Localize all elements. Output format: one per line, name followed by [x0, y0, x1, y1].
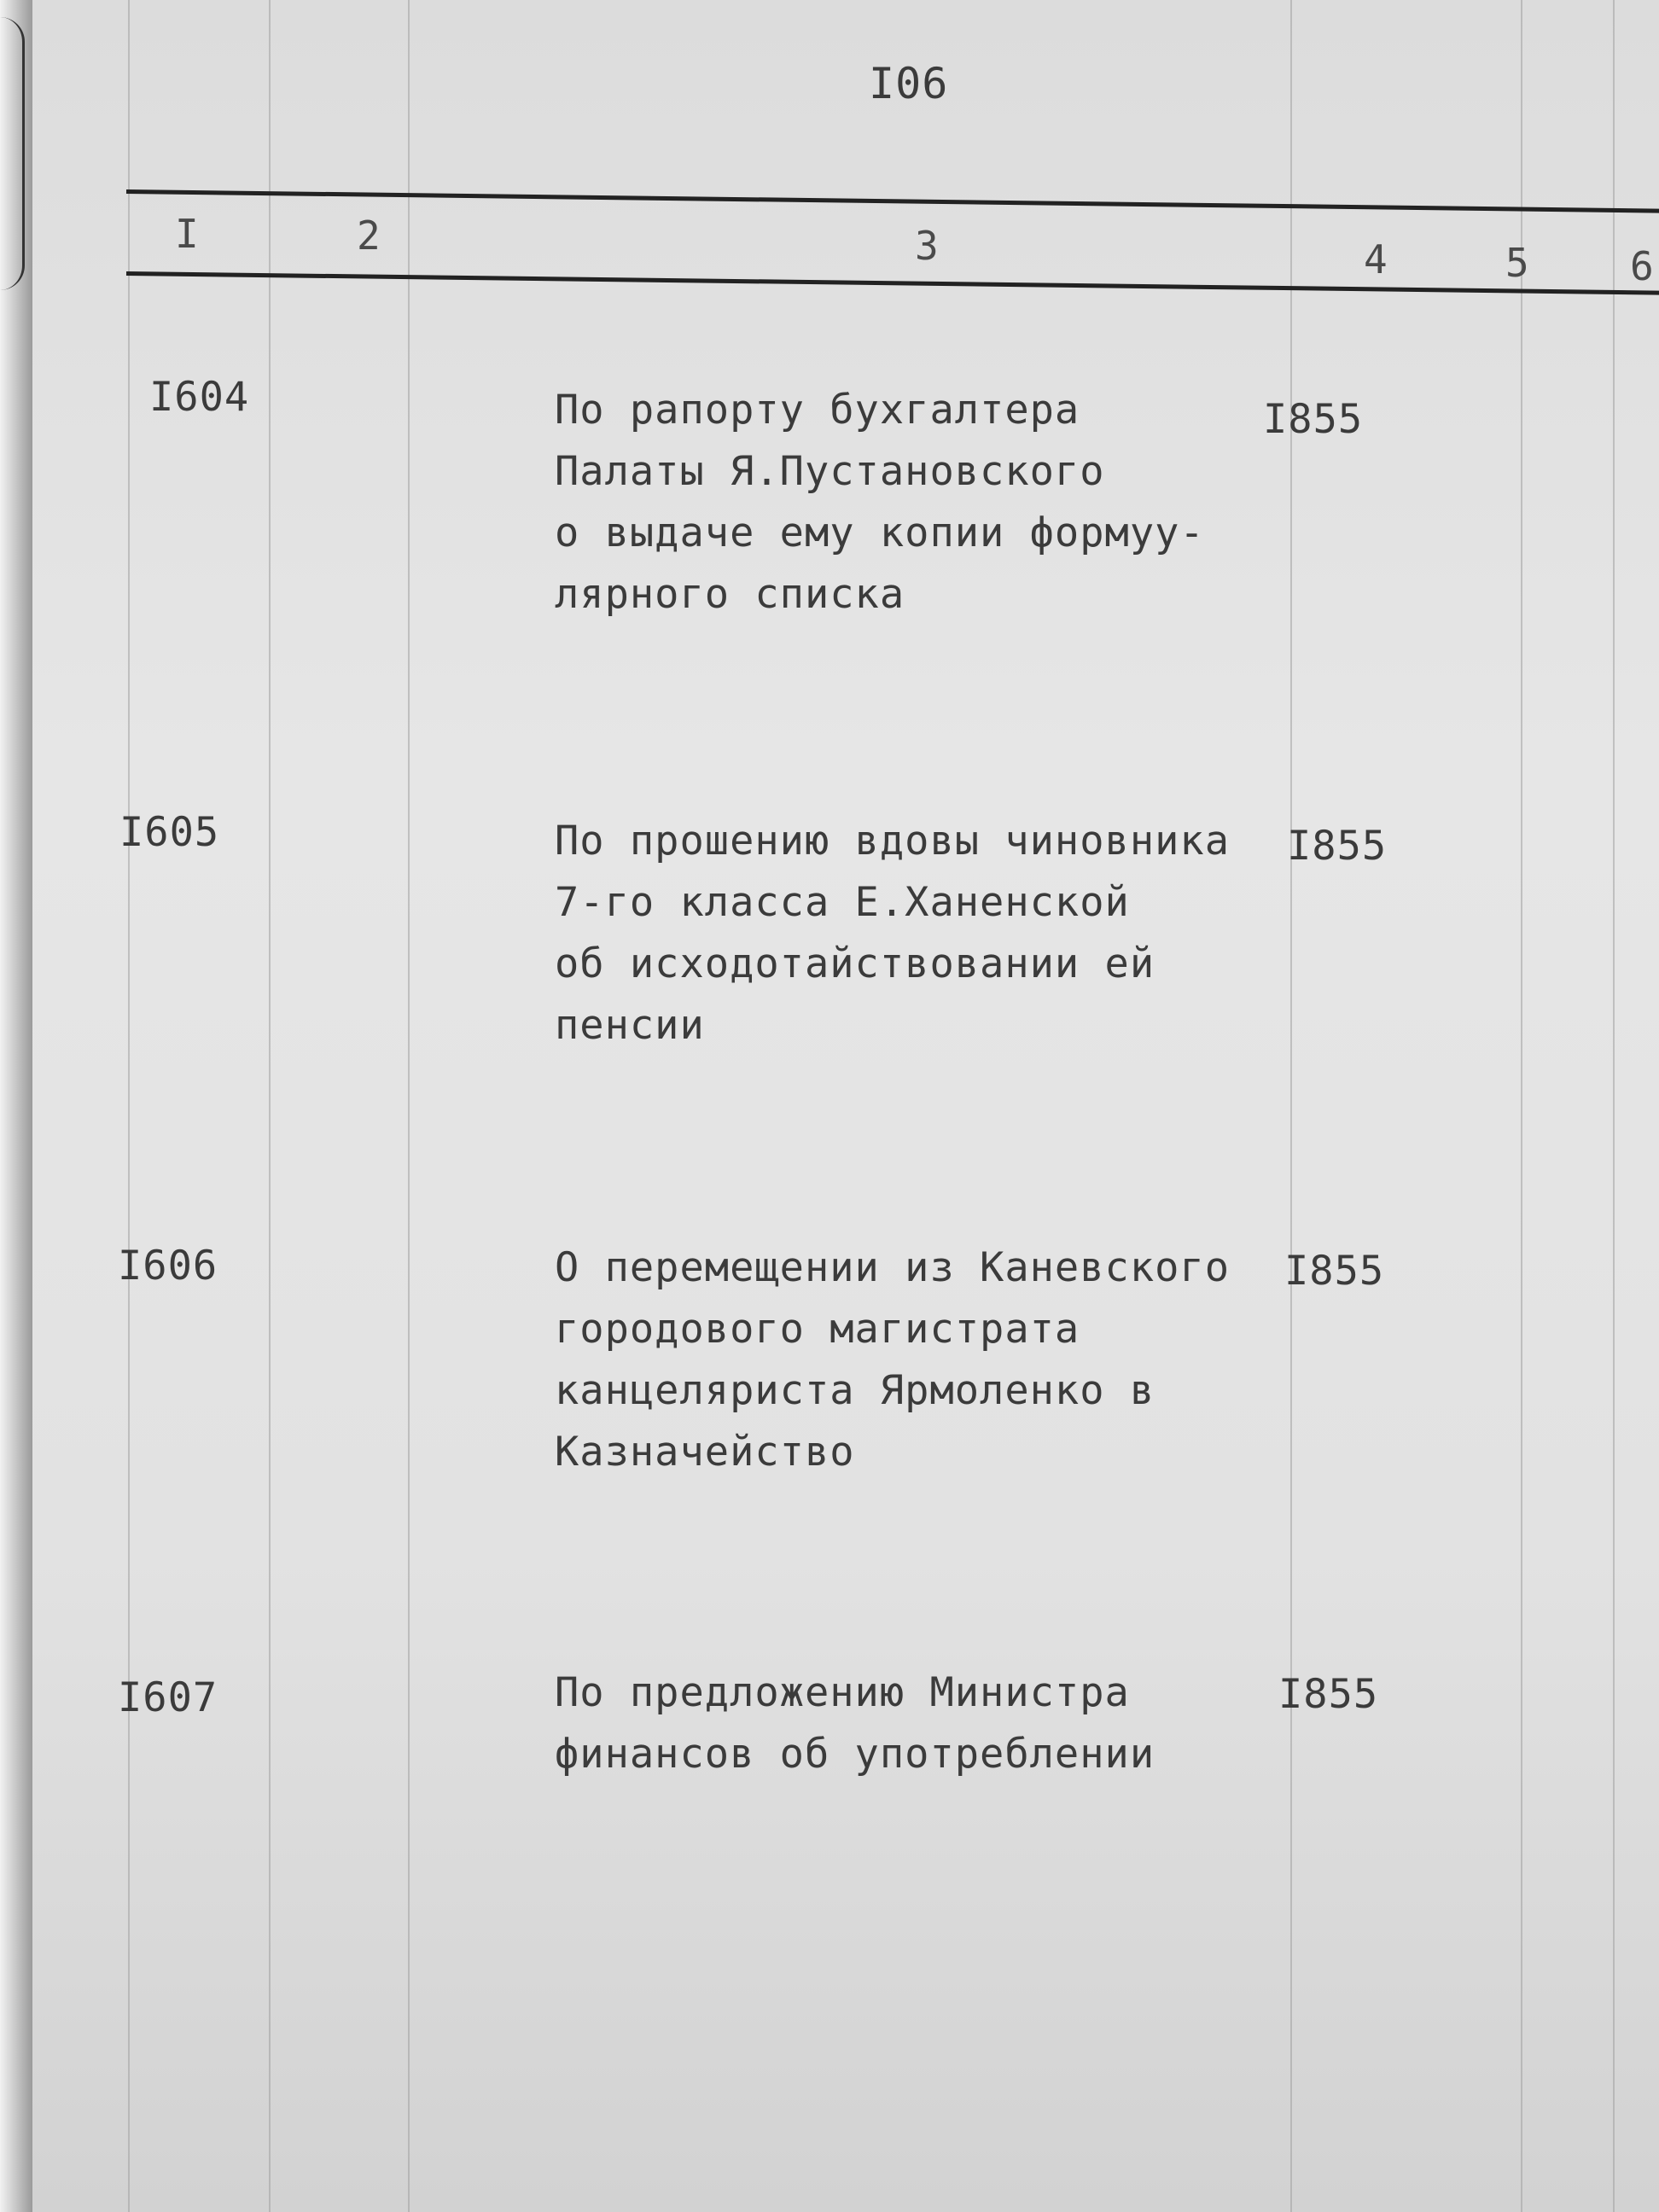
description-line: канцеляриста Ярмоленко в	[555, 1367, 1155, 1414]
description-line: Палаты Я.Пустановского	[555, 448, 1105, 495]
entry-description	[555, 811, 1230, 1057]
entry-description	[555, 380, 1205, 626]
entry-number: I606	[118, 1243, 218, 1289]
column-rule	[269, 0, 271, 2212]
column-header-4: 4	[1364, 236, 1388, 282]
entry-description	[555, 1237, 1230, 1483]
description-line: пенсии	[555, 1002, 705, 1049]
page-number: I06	[869, 59, 949, 108]
column-rule	[1613, 0, 1615, 2212]
entry-year: I855	[1287, 823, 1388, 870]
entry-number: I604	[149, 374, 250, 421]
description-line: 7-го класса Е.Ханенской	[555, 879, 1130, 926]
header-rule-bottom	[126, 271, 1659, 295]
description-line: Казначейство	[555, 1429, 855, 1476]
page-binding-edge	[0, 0, 32, 2212]
column-header-1: I	[175, 211, 200, 257]
description-line: городового магистрата	[555, 1306, 1080, 1353]
column-rule	[1521, 0, 1522, 2212]
column-rule	[1290, 0, 1292, 2212]
description-line: По рапорту бухгалтера	[555, 387, 1080, 434]
description-line: По предложению Министра	[555, 1669, 1130, 1716]
description-line: об исходотайствовании ей	[555, 940, 1155, 987]
description-line: лярного списка	[555, 571, 905, 618]
column-header-2: 2	[357, 212, 381, 259]
entry-year: I855	[1278, 1671, 1379, 1718]
description-line: финансов об употреблении	[555, 1731, 1155, 1778]
description-line: О перемещении из Каневского	[555, 1244, 1231, 1291]
column-rule	[128, 0, 130, 2212]
column-header-6: 6	[1630, 243, 1655, 289]
entry-description	[555, 1662, 1155, 1785]
entry-year: I855	[1263, 396, 1364, 443]
description-line: о выдаче ему копии формуу-	[555, 509, 1205, 556]
entry-number: I607	[118, 1674, 218, 1721]
entry-number: I605	[119, 809, 220, 856]
description-line: По прошению вдовы чиновника	[555, 818, 1231, 864]
binding-curl	[0, 17, 25, 290]
column-rule	[408, 0, 410, 2212]
column-header-5: 5	[1505, 240, 1530, 286]
column-header-3: 3	[915, 223, 940, 269]
entry-year: I855	[1284, 1248, 1385, 1295]
